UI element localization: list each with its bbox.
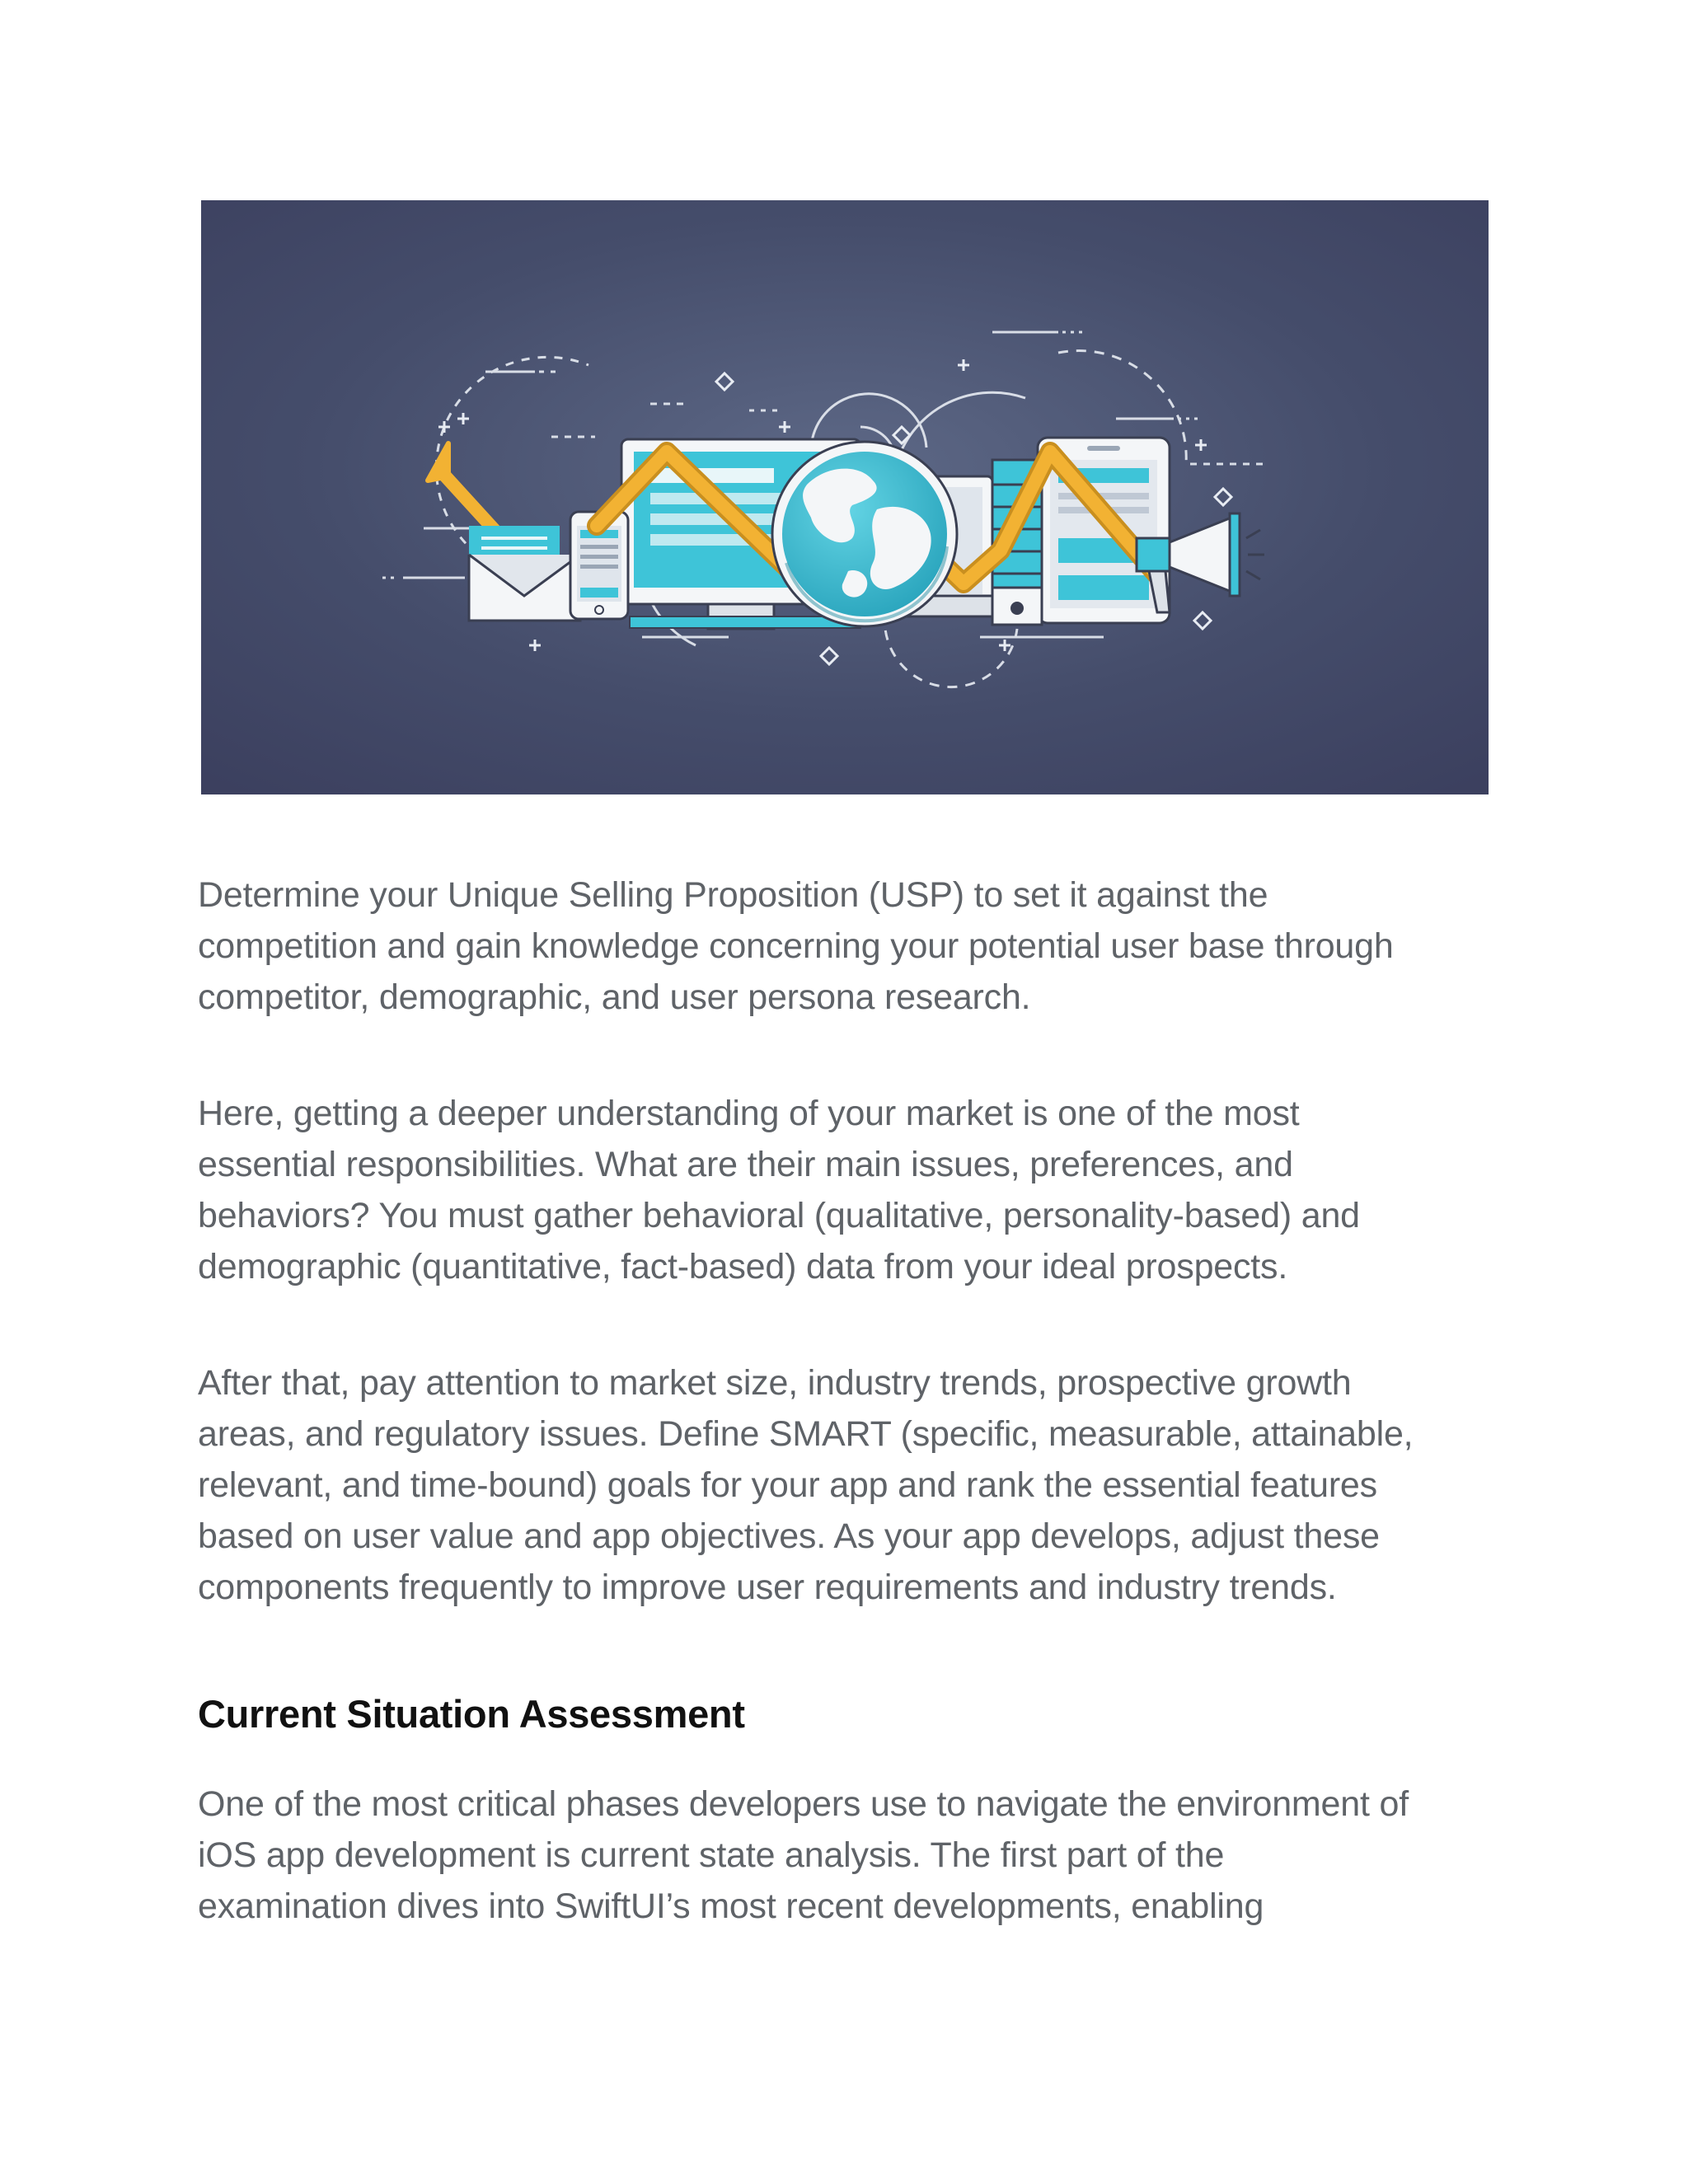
paragraph-market-understanding <box>198 1088 1500 1292</box>
text-line: areas, and regulatory issues. Define SMART (specific, measurable, attainable, <box>198 1414 1414 1454</box>
text-line: based on user value and app objectives. As your app develops, adjust these <box>198 1516 1380 1556</box>
text-line: Determine your Unique Selling Proposition (USP) to set it against the <box>198 875 1268 915</box>
globe-icon <box>772 442 957 626</box>
text-line: Here, getting a deeper understanding of your market is one of the most <box>198 1094 1300 1133</box>
section-heading: Current Situation Assessment <box>198 1692 745 1736</box>
text-line: One of the most critical phases developers use to navigate the environment of <box>198 1784 1409 1824</box>
text-line: components frequently to improve user requirements and industry trends. <box>198 1568 1337 1607</box>
text-line: relevant, and time-bound) goals for your app and rank the essential features <box>198 1465 1377 1505</box>
text-line: competitor, demographic, and user persona research. <box>198 977 1031 1017</box>
text-line: demographic (quantitative, fact-based) data from your ideal prospects. <box>198 1247 1288 1286</box>
text-line: behaviors? You must gather behavioral (qualitative, personality-based) and <box>198 1196 1360 1235</box>
paragraph-smart-goals <box>198 1357 1500 1613</box>
paragraph-usp <box>198 869 1500 1023</box>
text-line: iOS app development is current state analysis. The first part of the <box>198 1835 1225 1875</box>
hero-illustration <box>201 200 1489 794</box>
text-line: After that, pay attention to market size, industry trends, prospective growth <box>198 1363 1352 1403</box>
article-body <box>198 869 1500 1932</box>
paragraph-current-state <box>198 1779 1500 1932</box>
text-line: essential responsibilities. What are their main issues, preferences, and <box>198 1145 1293 1184</box>
text-line: competition and gain knowledge concerning your potential user base through <box>198 926 1394 966</box>
text-line: examination dives into SwiftUI’s most recent developments, enabling <box>198 1886 1264 1926</box>
